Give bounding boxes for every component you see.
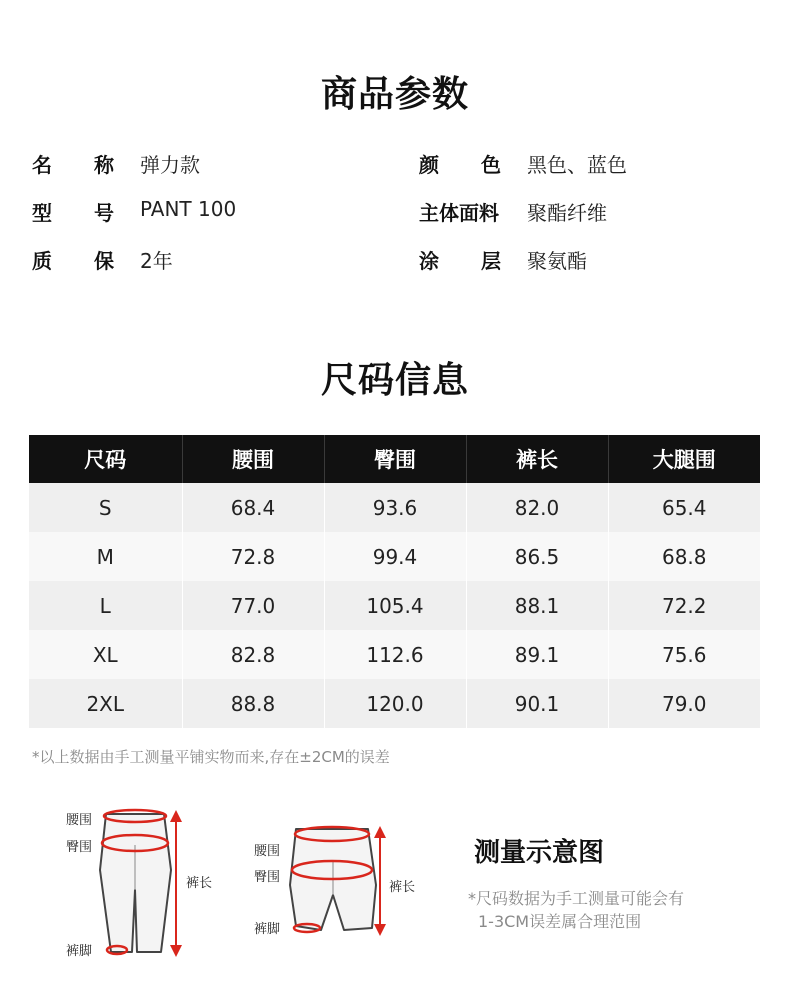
diagram-note-line1: *尺码数据为手工测量可能会有 — [468, 889, 685, 908]
shorts-length-label: 裤长 — [389, 880, 416, 895]
long-pants-waist-label: 腰围 — [66, 813, 93, 828]
header-thigh: 大腿围 — [608, 435, 760, 483]
shorts-hem-label: 裤脚 — [254, 922, 281, 937]
param-coating-key: 涂 层 — [419, 249, 501, 273]
table-cell: 68.8 — [608, 532, 760, 581]
param-coating-value: 聚氨酯 — [527, 249, 587, 273]
header-length: 裤长 — [466, 435, 608, 483]
param-color-value: 黑色、蓝色 — [527, 153, 627, 177]
table-cell: 77.0 — [182, 581, 324, 630]
table-cell: 89.1 — [466, 630, 608, 679]
long-pants-hip-label: 臀围 — [66, 840, 93, 855]
table-cell: 82.0 — [466, 483, 608, 532]
long-pants-hem-label: 裤脚 — [66, 944, 93, 959]
table-cell: 79.0 — [608, 679, 760, 728]
table-cell: 88.1 — [466, 581, 608, 630]
shorts-hip-label: 臀围 — [254, 870, 281, 885]
header-waist: 腰围 — [182, 435, 324, 483]
param-model-value: PANT 100 — [140, 197, 237, 221]
params-title: 商品参数 — [320, 74, 469, 115]
param-warranty-key: 质 保 — [32, 249, 114, 273]
table-cell: L — [29, 581, 182, 630]
table-cell: 88.8 — [182, 679, 324, 728]
table-cell: S — [29, 483, 182, 532]
table-cell: 72.8 — [182, 532, 324, 581]
param-name-key: 名 称 — [32, 153, 114, 177]
table-cell: 120.0 — [324, 679, 466, 728]
table-cell: 90.1 — [466, 679, 608, 728]
table-cell: 112.6 — [324, 630, 466, 679]
param-color-key: 颜 色 — [419, 153, 501, 177]
shorts-waist-label: 腰围 — [254, 844, 281, 859]
table-cell: 2XL — [29, 679, 182, 728]
table-cell: 82.8 — [182, 630, 324, 679]
diagram-title: 测量示意图 — [474, 838, 605, 868]
table-cell: 65.4 — [608, 483, 760, 532]
table-cell: XL — [29, 630, 182, 679]
table-cell: M — [29, 532, 182, 581]
param-model-key: 型 号 — [32, 201, 114, 225]
table-cell: 99.4 — [324, 532, 466, 581]
table-cell: 75.6 — [608, 630, 760, 679]
table-cell: 93.6 — [324, 483, 466, 532]
table-cell: 105.4 — [324, 581, 466, 630]
table-cell: 72.2 — [608, 581, 760, 630]
param-warranty-value: 2年 — [140, 249, 173, 273]
param-fabric-key: 主体面料 — [419, 201, 499, 225]
param-fabric-value: 聚酯纤维 — [527, 201, 607, 225]
param-name-value: 弹力款 — [140, 153, 200, 177]
size-note: *以上数据由手工测量平铺实物而来,存在±2CM的误差 — [32, 748, 390, 766]
table-cell: 68.4 — [182, 483, 324, 532]
table-cell: 86.5 — [466, 532, 608, 581]
long-pants-length-label: 裤长 — [186, 876, 213, 891]
header-hip: 臀围 — [324, 435, 466, 483]
header-size: 尺码 — [29, 435, 182, 483]
sizes-title: 尺码信息 — [320, 360, 469, 401]
diagram-note-line2: 1-3CM误差属合理范围 — [478, 912, 642, 931]
